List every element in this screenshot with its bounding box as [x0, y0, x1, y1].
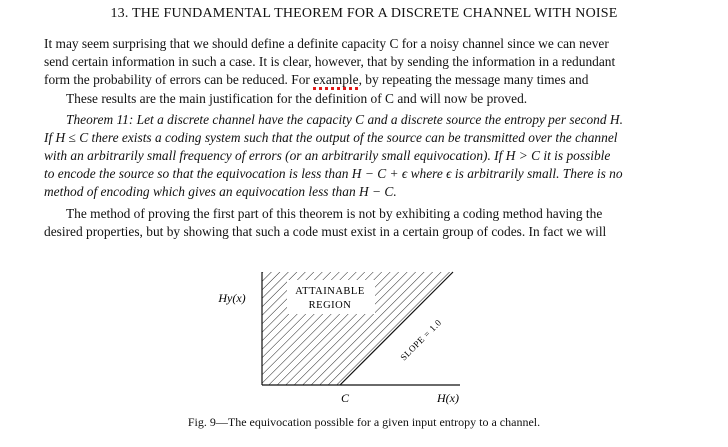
text-run: form the probability of errors can be reduced. For	[44, 72, 314, 87]
y-axis-label: Hy(x)	[218, 291, 246, 305]
section-heading: 13. THE FUNDAMENTAL THEOREM FOR A DISCRETE CHANNEL WITH NOISE	[110, 6, 618, 21]
paragraph-line: desired properties, but by showing that such a code must exist in a certain group of codes. In fact we will	[44, 224, 607, 239]
text-run: , by repeating the message many times and	[358, 72, 589, 87]
figure-caption: Fig. 9—The equivocation possible for a given input entropy to a channel.	[187, 415, 541, 429]
slope-label: SLOPE = 1.0	[398, 317, 444, 363]
x-axis-label: H(x)	[437, 391, 459, 405]
paragraph-line: It may seem surprising that we should define a definite capacity C for a noisy channel since we can never	[44, 36, 609, 51]
theorem-line: Theorem 11: Let a discrete channel have the capacity C and a discrete source the entropy per second H.	[66, 112, 623, 127]
spellcheck-flagged-word[interactable]: example	[313, 72, 359, 87]
region-label-line-2: REGION	[308, 300, 352, 311]
theorem-line: method of encoding which gives an equivocation less than H − C.	[44, 184, 397, 199]
paragraph-line: These results are the main justification for the definition of C and will now be proved.	[66, 91, 528, 106]
region-label-line-1: ATTAINABLE	[295, 286, 365, 297]
theorem-line: If H ≤ C there exists a coding system such that the output of the source can be transmitted over the channel	[44, 130, 618, 145]
paragraph-line: send certain information in such a case. It is clear, however, that by sending the information in a redundant	[44, 54, 616, 69]
theorem-line: to encode the source so that the equivocation is less than H − C + ϵ where ϵ is arbitrarily small. There is no	[44, 166, 623, 181]
theorem-line: with an arbitrarily small frequency of errors (or an arbitrarily small equivocation). If H > C it is possible	[44, 148, 611, 163]
capacity-label: C	[340, 391, 350, 405]
paragraph-line: The method of proving the first part of this theorem is not by exhibiting a coding method having the	[66, 206, 603, 221]
